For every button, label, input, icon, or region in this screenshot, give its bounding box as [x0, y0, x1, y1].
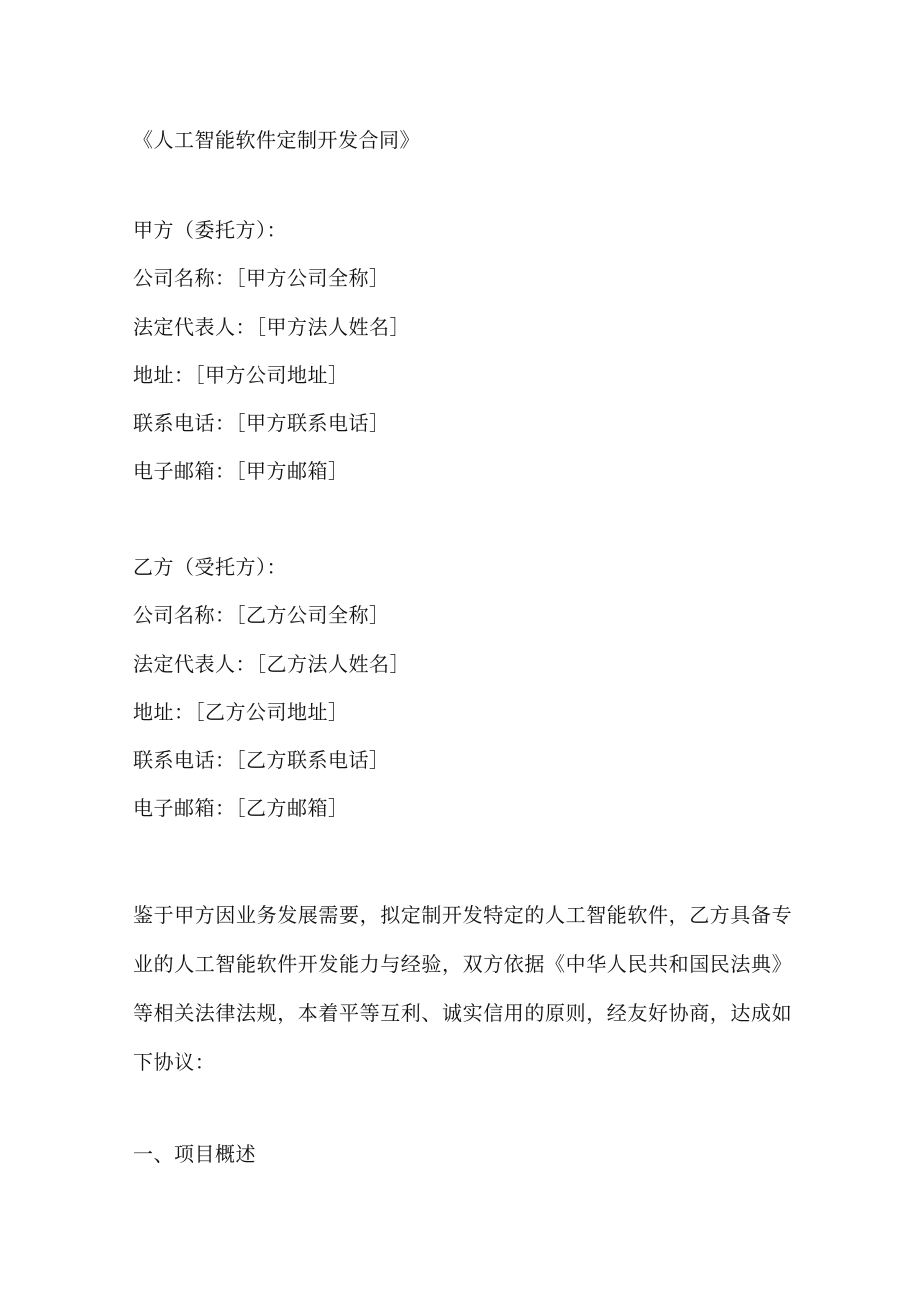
party-b-company: 公司名称：［乙方公司全称］ [133, 603, 390, 627]
party-a-address: 地址：［甲方公司地址］ [133, 363, 349, 387]
preamble-line: 业的人工智能软件开发能力与经验，双方依据《中华人民共和国民法典》 [133, 952, 793, 976]
party-a-legal-rep: 法定代表人：［甲方法人姓名］ [133, 315, 410, 339]
party-a-company: 公司名称：［甲方公司全称］ [133, 266, 390, 290]
party-a-phone: 联系电话：［甲方联系电话］ [133, 411, 390, 435]
preamble-line: 下协议： [133, 1050, 216, 1074]
contract-title: 《人工智能软件定制开发合同》 [133, 128, 420, 152]
party-a-email: 电子邮箱：［甲方邮箱］ [133, 459, 349, 483]
preamble-line: 等相关法律法规，本着平等互利、诚实信用的原则，经友好协商，达成如 [133, 1001, 793, 1025]
party-b-address: 地址：［乙方公司地址］ [133, 700, 349, 724]
preamble-line: 鉴于甲方因业务发展需要，拟定制开发特定的人工智能软件，乙方具备专 [133, 903, 793, 927]
party-b-legal-rep: 法定代表人：［乙方法人姓名］ [133, 652, 410, 676]
section-1-heading: 一、项目概述 [133, 1142, 256, 1166]
party-b-heading: 乙方（受托方）： [133, 555, 287, 579]
party-b-email: 电子邮箱：［乙方邮箱］ [133, 796, 349, 820]
preamble-paragraph [133, 891, 793, 1087]
party-b-phone: 联系电话：［乙方联系电话］ [133, 748, 390, 772]
party-a-heading: 甲方（委托方）： [133, 218, 287, 242]
